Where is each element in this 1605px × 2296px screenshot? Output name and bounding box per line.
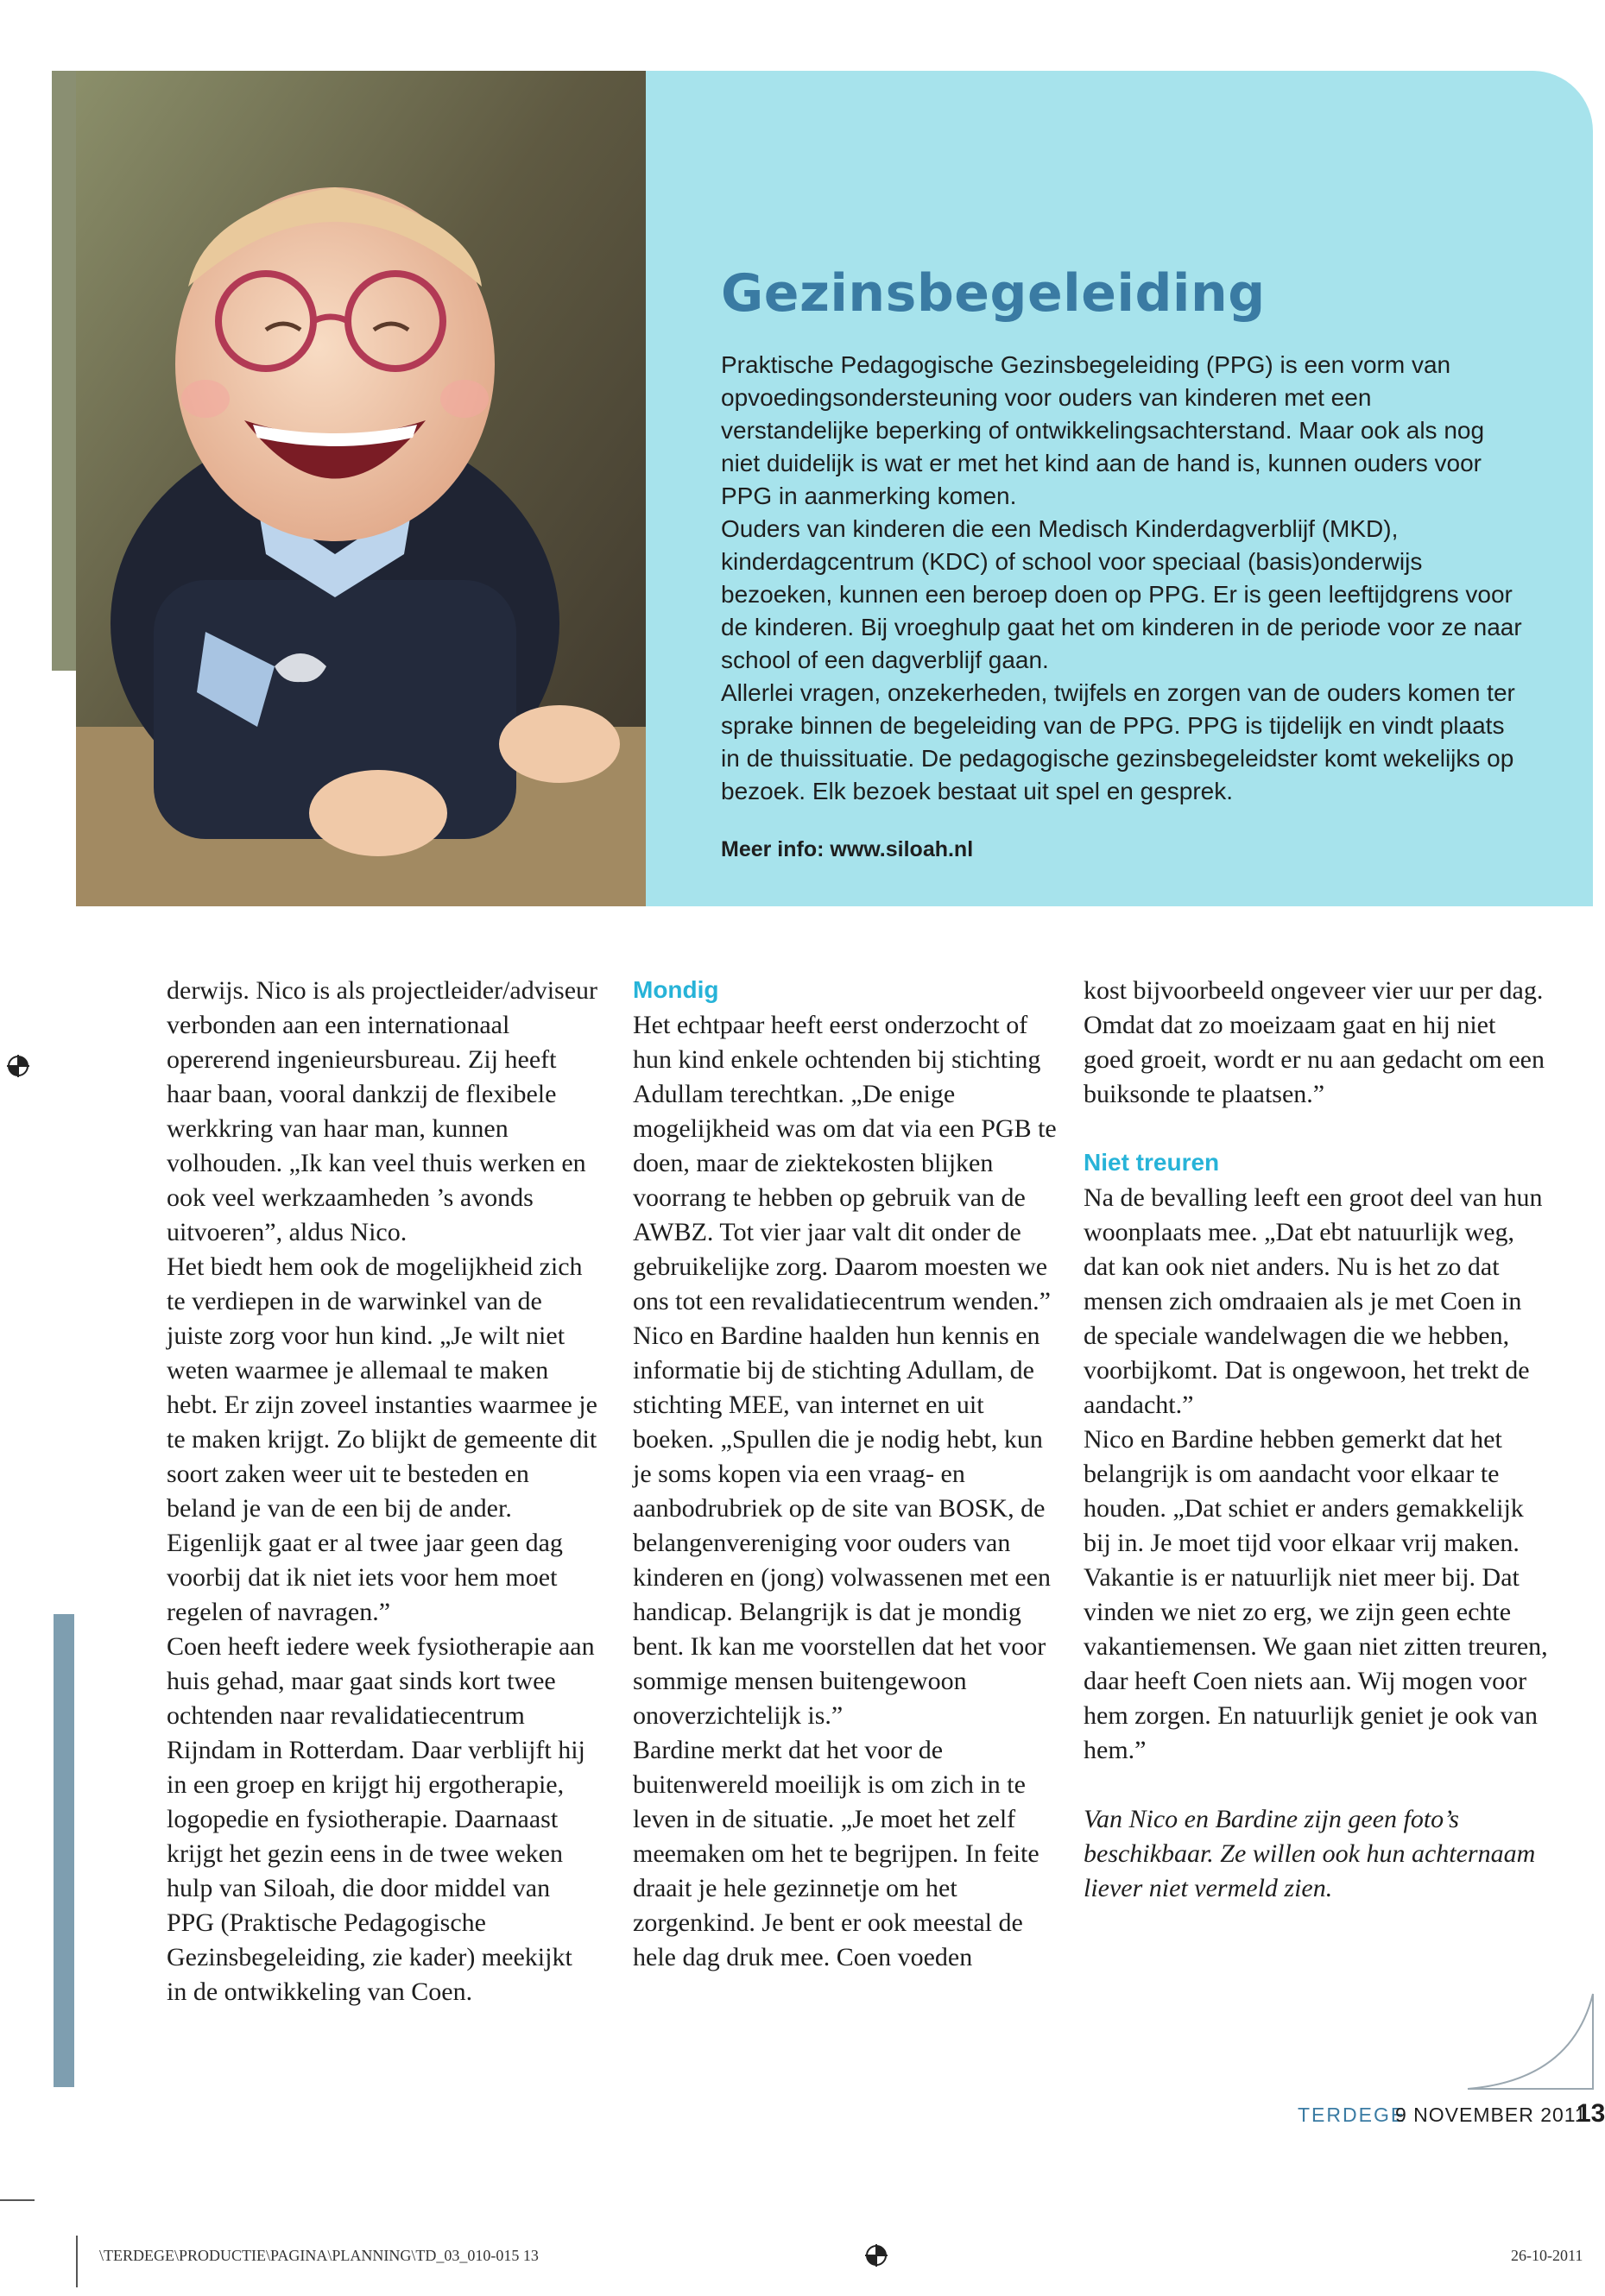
subhead-mondig: Mondig [633,976,719,1003]
article-column-3 [1084,974,1550,1906]
article-column-1 [167,974,598,2009]
body-paragraph: Coen heeft iedere week fysiotherapie aan huis gehad, maar gaat sinds kort twee ochtenden naar revalidatiecentrum Rijndam in Rotterdam. Daar verblijft hij in een groep en krijgt hij ergotherapie, logopedie en fysiotherapie. Daarnaast krijgt het gezin eens in de twee weken hulp van Siloah, die door middel van PPG (Praktische Pedagogische Gezinsbegeleiding, zie kader) meekijkt in de ontwikkeling van Coen. [167,1632,595,2006]
kader-paragraph: Ouders van kinderen die een Medisch Kinderdagverblijf (MKD), kinderdagcentrum (KDC) of school voor speciaal (basis)onderwijs bezoeken, kunnen een beroep doen op PPG. Er is geen leeftijdgrens voor de kinderen. Bij vroeghulp gaat het om kinderen in de periode voor ze naar school of een dagverblijf gaan. [721,515,1522,673]
body-paragraph: Bardine merkt dat het voor de buitenwereld moeilijk is om zich in te leven in de situatie. „Je moet het zelf meemaken om het te begrijpen. In feite draait je hele gezinnetje om het zorgenkind. Je bent er ook meestal de hele dag druk mee. Coen voeden [633,1736,1039,1971]
body-paragraph: Het biedt hem ook de mogelijkheid zich te verdiepen in de warwinkel van de juiste zorg voor hun kind. „Je wilt niet weten waarmee je allemaal te maken hebt. Er zijn zoveel instanties waarmee je te maken krijgt. Zo blijkt de gemeente dit soort zaken weer uit te besteden en beland je van de een bij de ander. Eigenlijk gaat er al twee jaar geen dag voorbij dat ik niet iets voor hem moet regelen of navragen.” [167,1252,597,1626]
print-slug-date: 26-10-2011 [1511,2247,1583,2264]
photo-note: Van Nico en Bardine zijn geen foto’s beschikbaar. Ze willen ook hun achternaam liever niet vermeld zien. [1084,1805,1536,1902]
crop-mark [76,2236,78,2287]
page-number: 13 [1577,2099,1605,2128]
kader-paragraph: Praktische Pedagogische Gezinsbegeleiding (PPG) is een vorm van opvoedingsondersteuning voor ouders van kinderen met een verstandelijke beperking of ontwikkelingsachterstand. Maar ook als nog niet duidelijk is wat er met het kind aan de hand is, kunnen ouders voor PPG in aanmerking komen. [721,351,1485,509]
kader-body [721,349,1524,808]
body-paragraph: kost bijvoorbeeld ongeveer vier uur per dag. Omdat dat zo moeizaam gaat en hij niet goed groeit, wordt er nu aan gedacht om een buiksonde te plaatsen.” [1084,976,1545,1108]
kader-paragraph: Allerlei vragen, onzekerheden, twijfels en zorgen van de ouders komen ter sprake binnen de begeleiding van de PPG. PPG is tijdelijk en vindt plaats in de thuissituatie. De pedagogische gezinsbegeleidster komt wekelijks op bezoek. Elk bezoek bestaat uit spel en gesprek. [721,679,1515,804]
body-paragraph: Na de bevalling leeft een groot deel van hun woonplaats mee. „Dat ebt natuurlijk weg, dat kan ook niet anders. Nu is het zo dat mensen zich omdraaien als je met Coen in de speciale wandelwagen die we hebben, voorbijkomt. Dat is ongewoon, het trekt de aandacht.” [1084,1183,1543,1419]
side-color-bar [54,1614,74,2087]
kader-title: Gezinsbegeleiding [721,263,1266,324]
body-paragraph: Nico en Bardine hebben gemerkt dat het belangrijk is om aandacht voor elkaar te houden. „Dat schiet er anders gemakkelijk bij in. Je moet tijd voor elkaar vrij maken. Vakantie is er natuurlijk niet meer bij. Dat vinden we niet zo erg, we zijn geen echte vakantiemensen. We gaan niet zitten treuren, daar heeft Coen niets aan. Wij mogen voor hem zorgen. En natuurlijk geniet je ook van hem.” [1084,1425,1548,1764]
body-paragraph: Nico en Bardine haalden hun kennis en informatie bij de stichting Adullam, de stichting MEE, van internet en uit boeken. „Spullen die je nodig hebt, kun je soms kopen via een vraag- en aanbodrubriek op de site van BOSK, de belangenvereniging voor ouders van kinderen en (jong) volwassenen met een handicap. Belangrijk is dat je mondig bent. Ik kan me voorstellen dat het voor sommige mensen buitengewoon onoverzichtelijk is.” [633,1321,1051,1730]
article-column-2 [633,974,1065,1975]
subhead-niet-treuren: Niet treuren [1084,1149,1220,1176]
meer-info-link[interactable]: Meer info: www.siloah.nl [721,837,974,861]
registration-mark-icon [863,2242,889,2268]
issue-date: 9 NOVEMBER 2011 [1395,2104,1587,2126]
body-paragraph: Het echtpaar heeft eerst onderzocht of hun kind enkele ochtenden bij stichting Adullam terechtkan. „De enige mogelijkheid was om dat via een PGB te doen, maar de ziektekosten blijken voorrang te hebben op gebruik van de AWBZ. Tot vier jaar valt dit onder de gebruikelijke zorg. Daarom moesten we ons tot een revalidatiecentrum wenden.” [633,1011,1057,1315]
publication-name: TERDEGE [1298,2104,1406,2126]
photo-edge-strip [52,71,76,671]
page-curl [1468,1994,1593,2089]
print-slug-path: \TERDEGE\PRODUCTIE\PAGINA\PLANNING\TD_03_010-015 13 [99,2247,539,2264]
registration-mark-icon [5,1053,31,1079]
crop-mark [0,2199,35,2201]
child-photo [76,71,646,906]
body-paragraph: derwijs. Nico is als projectleider/adviseur verbonden aan een internationaal opererend ingenieursbureau. Zij heeft haar baan, vooral dankzij de flexibele werkkring van haar man, kunnen volhouden. „Ik kan veel thuis werken en ook veel werkzaamheden ’s avonds uitvoeren”, aldus Nico. [167,976,598,1246]
